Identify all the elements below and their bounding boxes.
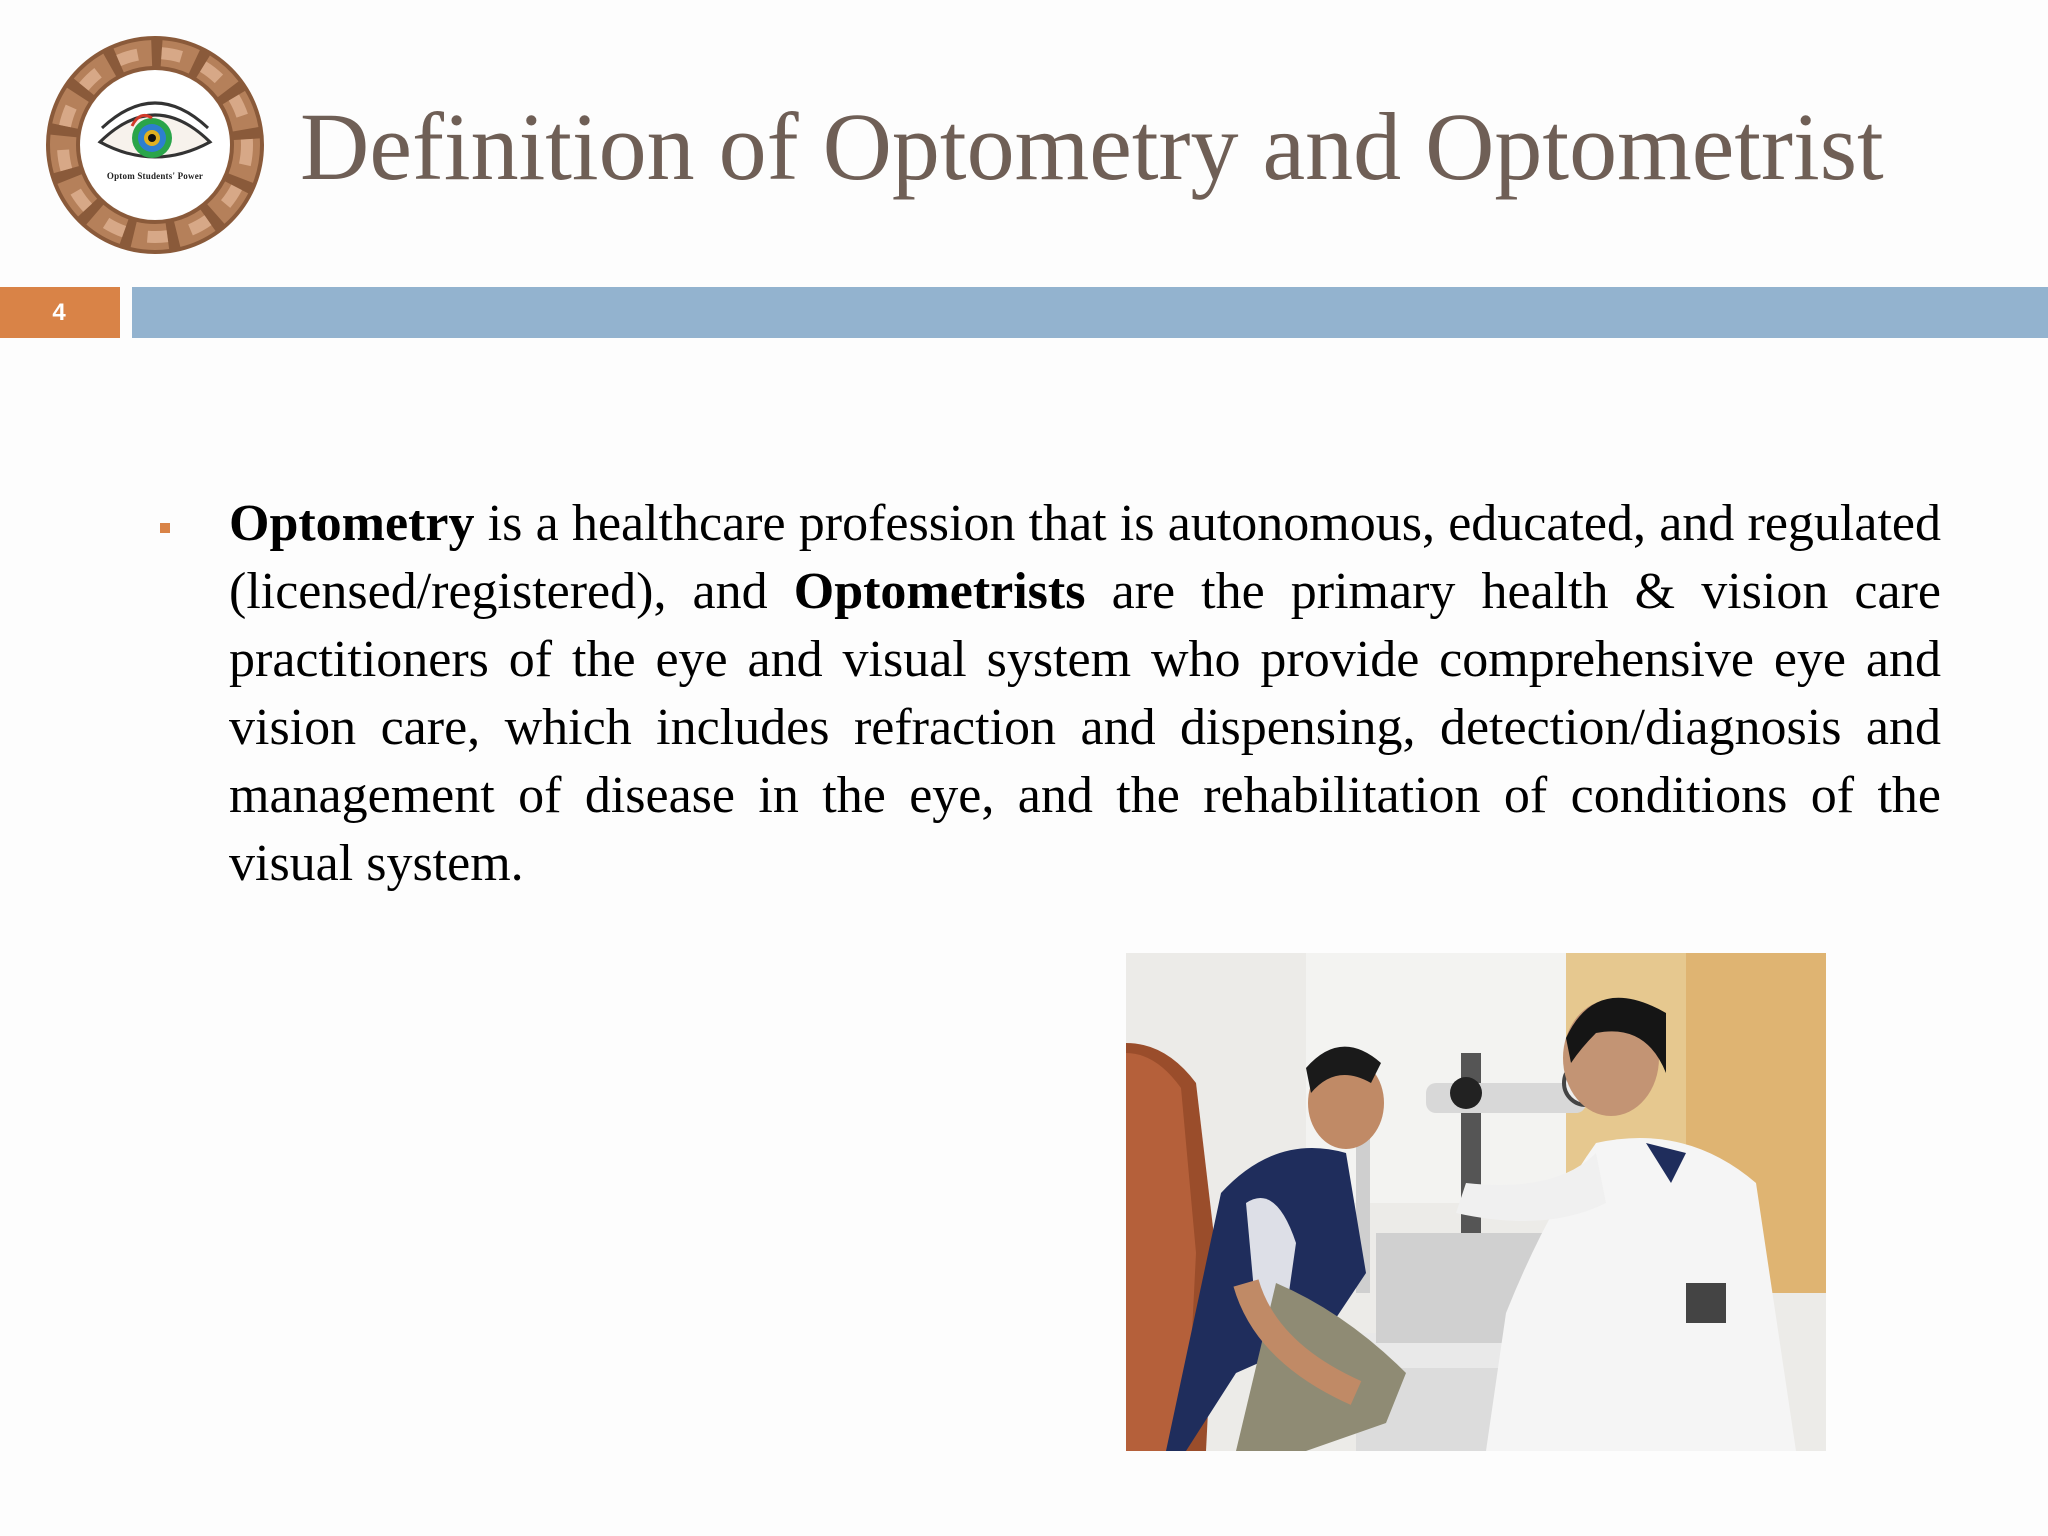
logo-text: Optom Students' Power	[106, 171, 204, 181]
eye-examination-photo	[1126, 953, 1826, 1451]
definition-text-part1: is a healthcare profession that is autonomous, educated, and regulated (licensed/registered), and	[229, 495, 1941, 620]
definition-text-part2: are the primary health & vision care practitioners of the eye and visual system who provide comprehensive eye and vision care, which includes refraction and dispensing, detection/diagnosis and management of disease in the eye, and the rehabilitation of conditions of the visual system.	[229, 563, 1941, 892]
slide-title: Definition of Optometry and Optometrist	[300, 93, 1884, 200]
square-bullet-icon	[160, 523, 170, 533]
slide-number-bar	[0, 287, 120, 338]
helping-hands-eye-logo	[40, 30, 270, 260]
title-divider-bar	[132, 287, 2048, 338]
term-optometrists: Optometrists	[793, 563, 1086, 620]
definition-paragraph	[229, 490, 1941, 898]
term-optometry: Optometry	[229, 495, 475, 552]
slide-number: 4	[52, 299, 66, 326]
